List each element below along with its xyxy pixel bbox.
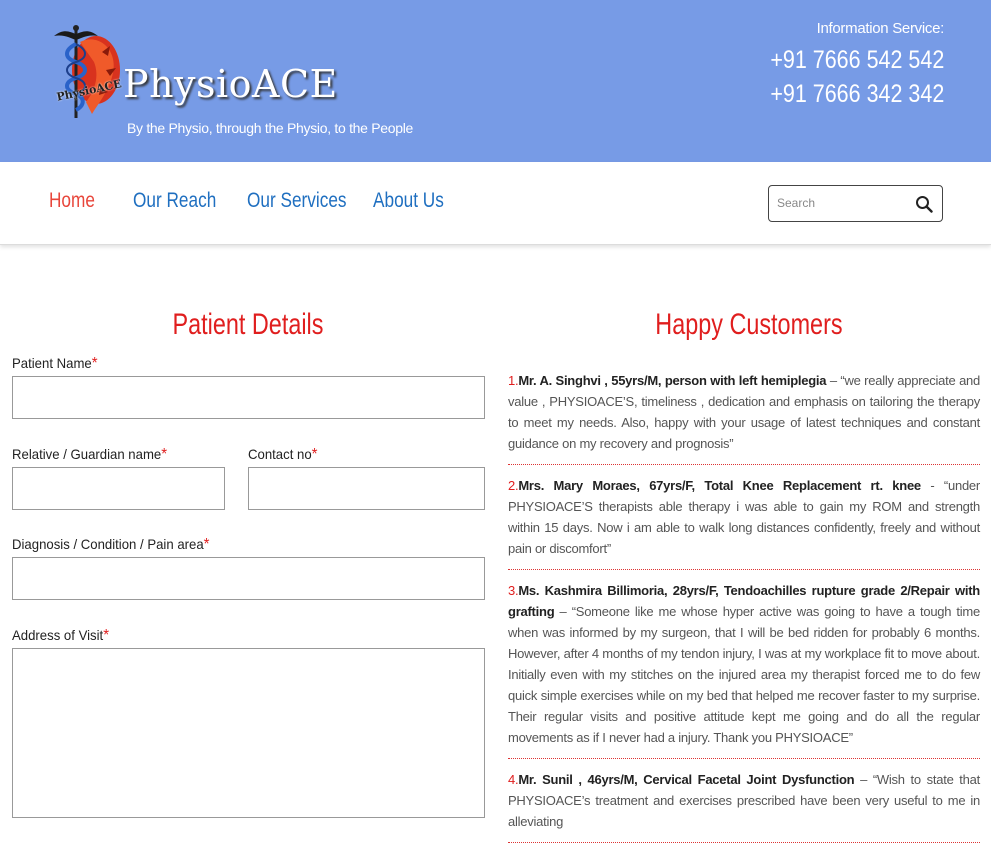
site-logo[interactable] <box>50 22 414 142</box>
testimonial-number: 4. <box>508 772 519 787</box>
diagnosis-label: Diagnosis / Condition / Pain area* <box>12 536 210 553</box>
testimonial-item <box>508 769 980 843</box>
testimonial-person: Ms. Kashmira Billimoria, 28yrs/F, Tendoachilles rupture grade 2/Repair with grafting <box>508 583 980 619</box>
contact-no-label: Contact no* <box>248 446 318 463</box>
nav-item-our-services[interactable]: Our Services <box>247 189 347 212</box>
patient-details-title: Patient Details <box>172 308 324 341</box>
search-box <box>768 185 943 222</box>
tagline: By the Physio, through the Physio, to the People <box>127 120 414 136</box>
main-nav <box>0 162 991 245</box>
diagnosis-input[interactable] <box>12 557 485 600</box>
nav-item-our-reach[interactable]: Our Reach <box>133 189 217 212</box>
testimonial-item <box>508 475 980 570</box>
testimonial-quote: – “Someone like me whose hyper active was going to have a tough time when was informed by my surgeon, that I will be bed ridden for probably 6 months. However, after 4 months of my tendon injury, I was at my workplace fit to move about. Initially even with my stitches on the injured area my therapist forced me to do few quick simple exercises while on my bed that helped me recover faster to my surprise. Their regular visits and positive attitude kept me going and do all the regular movements as if I never had a injury. Thank you PHYSIOACE” <box>508 604 980 745</box>
address-textarea[interactable] <box>12 648 485 818</box>
required-asterisk: * <box>103 627 110 644</box>
info-service <box>742 20 944 111</box>
required-asterisk: * <box>203 536 210 553</box>
nav-item-about-us[interactable]: About Us <box>373 189 444 212</box>
testimonial-person: Mrs. Mary Moraes, 67yrs/F, Total Knee Replacement rt. knee <box>518 478 921 493</box>
address-label: Address of Visit* <box>12 627 110 644</box>
contact-no-input[interactable] <box>248 467 485 510</box>
testimonial-quote: – “we really appreciate and value , PHYSIOACE’S, timeliness , dedication and emphasis on tailoring the therapy to meet my needs. Also, happy with your usage of latest techniques and constant guidance on my recovery and prognosis” <box>508 373 981 451</box>
phone-number-1[interactable]: +91 7666 542 542 <box>770 46 944 74</box>
testimonial-number: 3. <box>508 583 519 598</box>
patient-name-label: Patient Name* <box>12 355 98 372</box>
testimonial-item <box>508 370 980 465</box>
required-asterisk: * <box>161 446 168 463</box>
logo-emblem-text: PhysioACE <box>55 77 123 104</box>
testimonials-list <box>508 370 980 853</box>
testimonial-item <box>508 580 980 759</box>
testimonial-number: 2. <box>508 478 519 493</box>
testimonial-person: Mr. A. Singhvi , 55yrs/M, person with left hemiplegia <box>518 373 827 388</box>
guardian-name-input[interactable] <box>12 467 225 510</box>
logo-name: PhysioACE <box>123 62 338 106</box>
required-asterisk: * <box>311 446 318 463</box>
site-header <box>0 0 991 162</box>
search-icon[interactable] <box>915 195 933 213</box>
testimonial-person: Mr. Sunil , 46yrs/M, Cervical Facetal Joint Dysfunction <box>518 772 855 787</box>
testimonial-number: 1. <box>508 373 519 388</box>
nav-item-home[interactable]: Home <box>49 189 95 212</box>
phone-number-2[interactable]: +91 7666 342 342 <box>770 80 944 108</box>
testimonial-quote: – “Wish to state that PHYSIOACE’s treatment and exercises prescribed have been very useful to me in alleviating <box>508 772 980 829</box>
patient-name-input[interactable] <box>12 376 485 419</box>
happy-customers-title: Happy Customers <box>655 308 843 341</box>
required-asterisk: * <box>91 355 98 372</box>
search-input[interactable] <box>777 194 907 212</box>
testimonial-quote: - “under PHYSIOACE’S therapists able therapy i was able to gain my ROM and strength within 15 days. Now i am able to walk long distances confidently, freely and without pain or discomfort” <box>508 478 980 556</box>
info-label: Information Service: <box>816 20 944 37</box>
caduceus-lion-emblem-icon <box>50 22 122 120</box>
guardian-name-label: Relative / Guardian name* <box>12 446 168 463</box>
